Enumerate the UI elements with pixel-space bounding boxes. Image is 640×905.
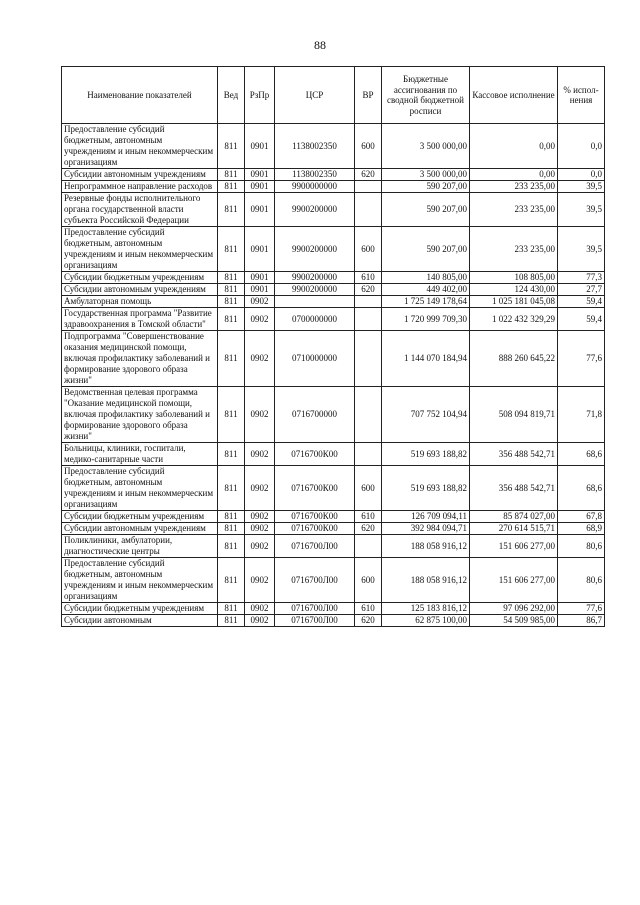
cell-vr [355,331,382,387]
cell-percent: 80,6 [558,558,605,603]
cell-rzpr: 0901 [245,193,275,227]
cell-percent: 59,4 [558,296,605,308]
cell-execution: 508 094 819,71 [470,387,558,443]
cell-rzpr: 0902 [245,443,275,466]
cell-rzpr: 0902 [245,331,275,387]
header-vr: ВР [355,67,382,124]
cell-rzpr: 0902 [245,535,275,558]
cell-csr: 9900200000 [275,272,355,284]
cell-percent: 59,4 [558,308,605,331]
cell-rzpr: 0902 [245,387,275,443]
cell-csr: 0716700Л00 [275,615,355,627]
cell-percent: 39,5 [558,227,605,272]
cell-name: Подпрограмма "Совершенствование оказания медицинской помощи, включая профилактику заболеваний и формирование здорового образа жизни" [62,331,218,387]
table-row [62,284,605,296]
cell-rzpr: 0901 [245,227,275,272]
table-row [62,523,605,535]
cell-vr [355,443,382,466]
cell-rzpr: 0901 [245,124,275,169]
cell-percent: 68,9 [558,523,605,535]
cell-budget: 590 207,00 [382,227,470,272]
cell-execution: 1 022 432 329,29 [470,308,558,331]
cell-csr: 9900200000 [275,193,355,227]
cell-csr: 0716700000 [275,387,355,443]
cell-ved: 811 [218,331,245,387]
table-row [62,308,605,331]
cell-csr: 1138002350 [275,124,355,169]
cell-csr: 0716700Л00 [275,535,355,558]
cell-ved: 811 [218,511,245,523]
table-row [62,558,605,603]
table-row [62,443,605,466]
cell-rzpr: 0902 [245,308,275,331]
cell-budget: 392 984 094,71 [382,523,470,535]
cell-execution: 124 430,00 [470,284,558,296]
table-row [62,124,605,169]
cell-name: Предоставление субсидий бюджетным, автономным учреждениям и иным некоммерческим организациям [62,124,218,169]
cell-execution: 0,00 [470,169,558,181]
cell-budget: 140 805,00 [382,272,470,284]
cell-execution: 0,00 [470,124,558,169]
cell-name: Субсидии автономным учреждениям [62,523,218,535]
cell-ved: 811 [218,124,245,169]
cell-name: Амбулаторная помощь [62,296,218,308]
cell-name: Больницы, клиники, госпитали, медико-санитарные части [62,443,218,466]
cell-budget: 3 500 000,00 [382,124,470,169]
table-header-row [62,67,605,124]
cell-name: Субсидии бюджетным учреждениям [62,272,218,284]
cell-vr [355,181,382,193]
cell-execution: 85 874 027,00 [470,511,558,523]
cell-vr [355,308,382,331]
cell-rzpr: 0902 [245,296,275,308]
table-row [62,181,605,193]
cell-percent: 68,6 [558,443,605,466]
cell-percent: 77,6 [558,331,605,387]
cell-name: Субсидии бюджетным учреждениям [62,511,218,523]
cell-name: Ведомственная целевая программа "Оказание медицинской помощи, включая профилактику заболеваний и формирование здорового образа жизни" [62,387,218,443]
cell-budget: 707 752 104,94 [382,387,470,443]
table-row [62,511,605,523]
cell-csr: 9900000000 [275,181,355,193]
header-percent: % испол-нения [558,67,605,124]
cell-csr [275,296,355,308]
cell-percent: 71,8 [558,387,605,443]
cell-name: Предоставление субсидий бюджетным, автономным учреждениям и иным некоммерческим организациям [62,227,218,272]
cell-budget: 62 875 100,00 [382,615,470,627]
table-row [62,535,605,558]
cell-csr: 0716700Л00 [275,603,355,615]
cell-name: Резервные фонды исполнительного органа государственной власти субъекта Российской Федерации [62,193,218,227]
cell-rzpr: 0902 [245,603,275,615]
cell-rzpr: 0902 [245,523,275,535]
cell-vr [355,535,382,558]
cell-budget: 519 693 188,82 [382,466,470,511]
cell-name: Предоставление субсидий бюджетным, автономным учреждениям и иным некоммерческим организациям [62,558,218,603]
cell-ved: 811 [218,603,245,615]
cell-vr: 610 [355,272,382,284]
cell-ved: 811 [218,615,245,627]
cell-ved: 811 [218,558,245,603]
table-body [62,124,605,627]
table-row [62,272,605,284]
cell-ved: 811 [218,443,245,466]
table-row [62,603,605,615]
cell-rzpr: 0902 [245,615,275,627]
table-row [62,193,605,227]
cell-rzpr: 0902 [245,466,275,511]
cell-vr: 600 [355,558,382,603]
page-number: 88 [314,38,326,52]
cell-vr: 600 [355,124,382,169]
cell-budget: 1 720 999 709,30 [382,308,470,331]
budget-execution-table [61,66,605,627]
cell-csr: 0710000000 [275,331,355,387]
cell-vr [355,387,382,443]
cell-name: Государственная программа "Развитие здравоохранения в Томской области" [62,308,218,331]
cell-ved: 811 [218,535,245,558]
cell-budget: 3 500 000,00 [382,169,470,181]
cell-execution: 108 805,00 [470,272,558,284]
header-ved: Вед [218,67,245,124]
cell-vr: 620 [355,169,382,181]
cell-budget: 188 058 916,12 [382,558,470,603]
cell-csr: 0716700К00 [275,511,355,523]
cell-csr: 0716700К00 [275,523,355,535]
cell-vr: 610 [355,511,382,523]
cell-budget: 590 207,00 [382,181,470,193]
cell-csr: 9900200000 [275,227,355,272]
cell-execution: 151 606 277,00 [470,535,558,558]
cell-percent: 39,5 [558,181,605,193]
cell-name: Предоставление субсидий бюджетным, автономным учреждениям и иным некоммерческим организациям [62,466,218,511]
cell-execution: 270 614 515,71 [470,523,558,535]
cell-ved: 811 [218,387,245,443]
table-row [62,296,605,308]
cell-rzpr: 0901 [245,284,275,296]
cell-rzpr: 0902 [245,511,275,523]
header-execution: Кассовое исполнение [470,67,558,124]
cell-vr: 600 [355,466,382,511]
cell-ved: 811 [218,272,245,284]
header-csr: ЦСР [275,67,355,124]
cell-execution: 888 260 645,22 [470,331,558,387]
cell-vr: 620 [355,523,382,535]
table-row [62,169,605,181]
cell-execution: 97 096 292,00 [470,603,558,615]
table-row [62,615,605,627]
cell-ved: 811 [218,193,245,227]
cell-budget: 590 207,00 [382,193,470,227]
cell-percent: 77,3 [558,272,605,284]
cell-execution: 54 509 985,00 [470,615,558,627]
cell-rzpr: 0901 [245,169,275,181]
cell-budget: 1 144 070 184,94 [382,331,470,387]
cell-budget: 188 058 916,12 [382,535,470,558]
cell-percent: 27,7 [558,284,605,296]
cell-percent: 77,6 [558,603,605,615]
cell-csr: 0716700К00 [275,466,355,511]
cell-vr: 600 [355,227,382,272]
cell-csr: 0716700Л00 [275,558,355,603]
cell-name: Непрограммное направление расходов [62,181,218,193]
cell-execution: 233 235,00 [470,193,558,227]
cell-budget: 125 183 816,12 [382,603,470,615]
cell-csr: 0700000000 [275,308,355,331]
header-budget: Бюджетные ассигнования по сводной бюджетной росписи [382,67,470,124]
header-rzpr: РзПр [245,67,275,124]
cell-name: Субсидии бюджетным учреждениям [62,603,218,615]
cell-vr: 620 [355,284,382,296]
cell-ved: 811 [218,523,245,535]
cell-rzpr: 0901 [245,272,275,284]
cell-ved: 811 [218,296,245,308]
cell-csr: 9900200000 [275,284,355,296]
cell-ved: 811 [218,466,245,511]
cell-csr: 1138002350 [275,169,355,181]
cell-percent: 67,8 [558,511,605,523]
table-row [62,387,605,443]
cell-percent: 80,6 [558,535,605,558]
cell-name: Субсидии автономным учреждениям [62,284,218,296]
cell-execution: 151 606 277,00 [470,558,558,603]
cell-percent: 39,5 [558,193,605,227]
cell-execution: 233 235,00 [470,181,558,193]
cell-budget: 519 693 188,82 [382,443,470,466]
cell-vr [355,193,382,227]
table-row [62,466,605,511]
cell-execution: 356 488 542,71 [470,443,558,466]
cell-budget: 126 709 094,11 [382,511,470,523]
cell-budget: 449 402,00 [382,284,470,296]
cell-vr [355,296,382,308]
cell-vr: 620 [355,615,382,627]
cell-budget: 1 725 149 178,64 [382,296,470,308]
cell-ved: 811 [218,308,245,331]
cell-name: Субсидии автономным [62,615,218,627]
cell-ved: 811 [218,181,245,193]
cell-name: Субсидии автономным учреждениям [62,169,218,181]
cell-ved: 811 [218,284,245,296]
cell-ved: 811 [218,169,245,181]
cell-name: Поликлиники, амбулатории, диагностические центры [62,535,218,558]
cell-percent: 0,0 [558,169,605,181]
cell-rzpr: 0902 [245,558,275,603]
table-row [62,227,605,272]
cell-csr: 0716700К00 [275,443,355,466]
cell-execution: 1 025 181 045,08 [470,296,558,308]
cell-execution: 233 235,00 [470,227,558,272]
cell-execution: 356 488 542,71 [470,466,558,511]
cell-percent: 0,0 [558,124,605,169]
header-name: Наименование показателей [62,67,218,124]
table-row [62,331,605,387]
cell-vr: 610 [355,603,382,615]
cell-rzpr: 0901 [245,181,275,193]
cell-percent: 86,7 [558,615,605,627]
cell-ved: 811 [218,227,245,272]
cell-percent: 68,6 [558,466,605,511]
